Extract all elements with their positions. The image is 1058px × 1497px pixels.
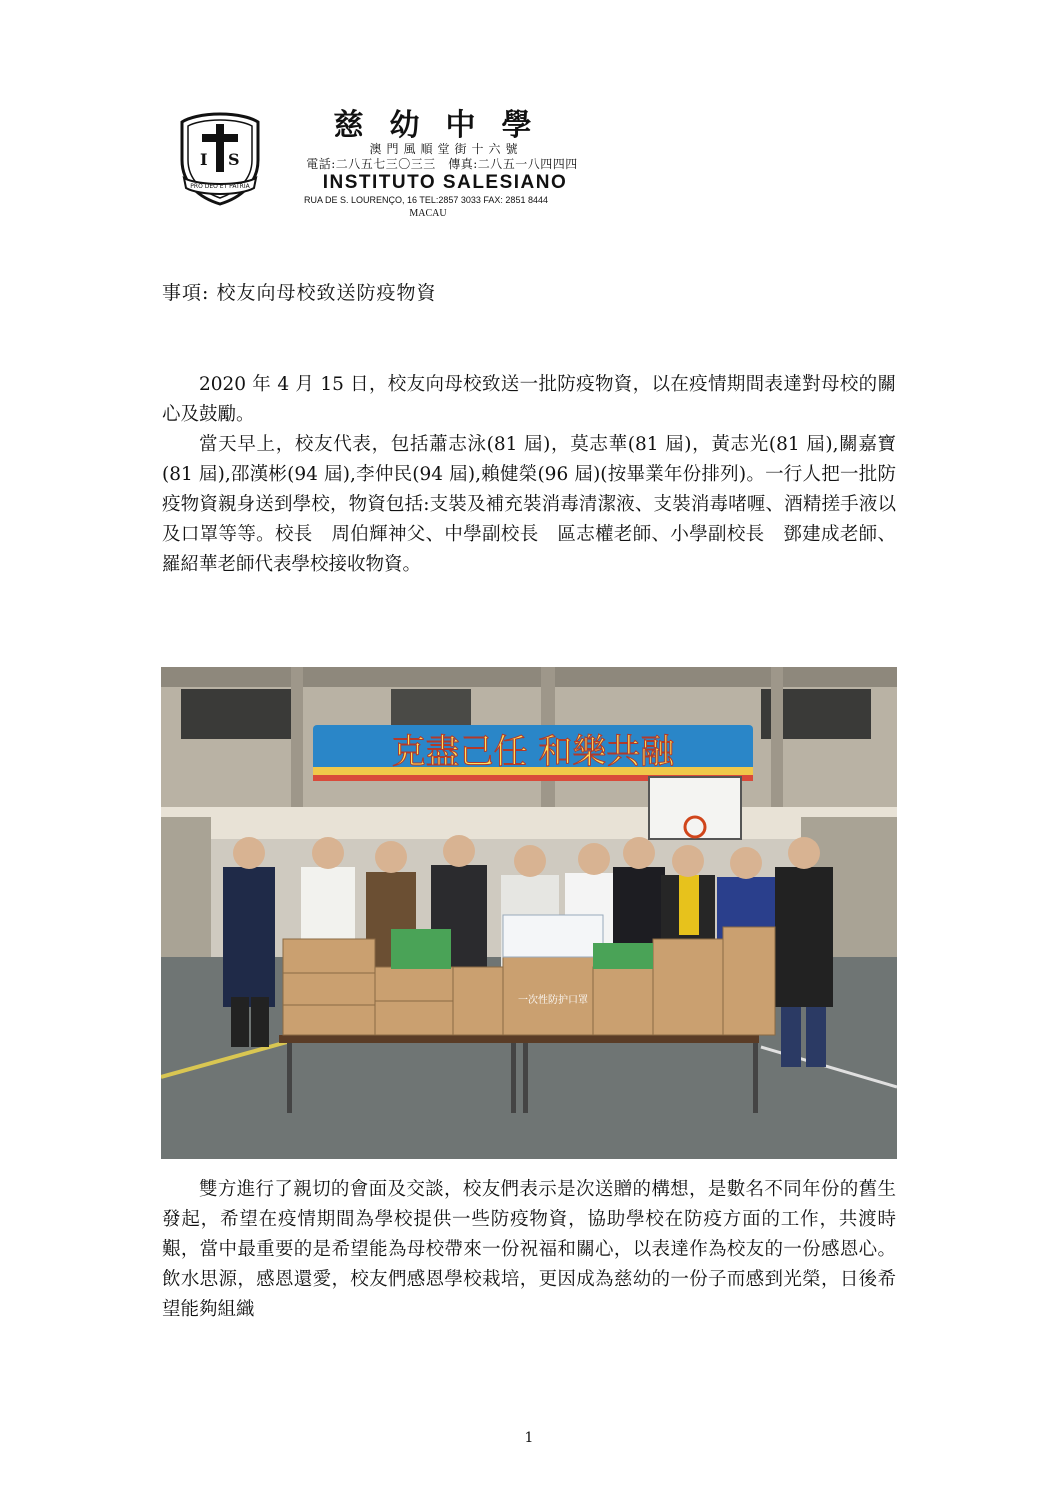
school-address-portuguese: RUA DE S. LOURENÇO, 16 TEL:2857 3033 FAX: 2851 8444 — [304, 195, 548, 205]
paragraph-donors: 當天早上，校友代表，包括蕭志泳(81 屆)，莫志華(81 屆)，黃志光(81 屆),關嘉寶(81 屆),邵漢彬(94 屆),李仲民(94 屆),賴健榮(96 屆)(按畢業年份排列)。一行人把一批防疫物資親身送到學校，物資包括:支裝及補充裝消毒清潔液、支裝消毒啫喱、酒精搓手液以及口罩等等。校長 周伯輝神父、中學副校長 區志權老師、小學副校長 鄧建成老師、羅紹華老師代表學校接收物資。 — [162, 434, 896, 575]
paragraph-intro: 2020 年 4 月 15 日，校友向母校致送一批防疫物資，以在疫情期間表達對母校的關心及鼓勵。 — [162, 374, 896, 425]
document-subject: 事項: 校友向母校致送防疫物資 — [162, 282, 437, 304]
donation-group-photo — [161, 667, 897, 1159]
svg-text:I: I — [200, 150, 208, 169]
paragraph-closing: 雙方進行了親切的會面及交談，校友們表示是次送贈的構想，是數名不同年份的舊生發起，希望在疫情期間為學校提供一些防疫物資，協助學校在防疫方面的工作，共渡時艱，當中最重要的是希望能為母校帶來一份祝福和關心，以表達作為校友的一份感恩心。飲水思源，感恩還愛，校友們感恩學校栽培，更因成為慈幼的一份子而感到光榮，日後希望能夠組織 — [162, 1179, 896, 1320]
school-crest-logo — [178, 110, 262, 206]
school-address-chinese: 澳門風順堂街十六號 — [369, 142, 523, 156]
svg-text:S: S — [228, 150, 240, 169]
photo-mask-box-label: 一次性防护口罩 — [518, 995, 588, 1006]
school-name-portuguese: INSTITUTO SALESIANO — [322, 172, 568, 193]
school-name-chinese: 慈幼中學 — [333, 108, 558, 143]
school-city: MACAU — [409, 208, 447, 219]
page-number: 1 — [524, 1430, 534, 1446]
school-contact-chinese: 電話:二八五七三〇三三 傳真:二八五一八四四四 — [306, 157, 578, 171]
photo-banner-text: 克盡己任 和樂共融 — [391, 732, 675, 772]
svg-text:PRO DEO ET PATRIA: PRO DEO ET PATRIA — [190, 183, 250, 190]
letterhead — [178, 100, 598, 220]
